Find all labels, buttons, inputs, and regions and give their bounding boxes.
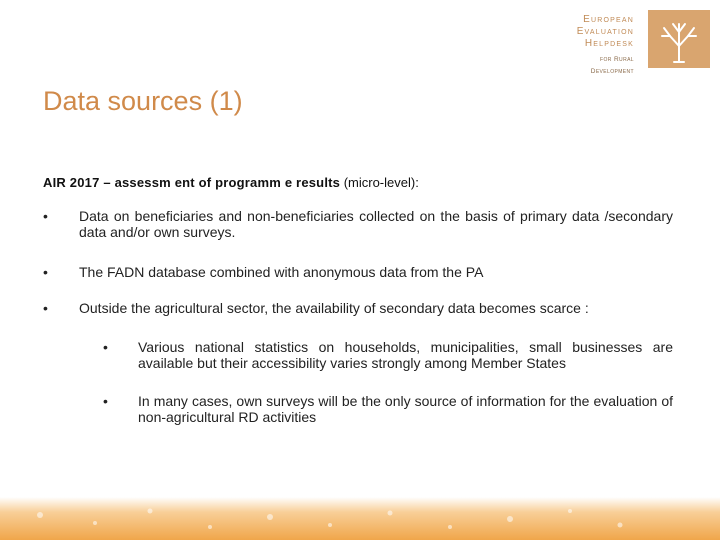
sub-bullet-marker: • <box>103 393 108 409</box>
heading-normal: (micro-level): <box>340 175 419 190</box>
logo-text <box>560 14 634 78</box>
bullet-item <box>43 300 673 316</box>
logo-line-4: for Rural Development <box>590 56 634 75</box>
sub-bullet-text: Various national statistics on households, municipalities, small businesses are available but their accessibility varies strongly among Member States <box>138 339 673 371</box>
heading-bold: AIR 2017 – assessm ent of programm e results <box>43 175 341 190</box>
sub-bullet-item <box>103 339 673 371</box>
sub-bullet-text: In many cases, own surveys will be the only source of information for the evaluation of non-agricultural RD activities <box>138 393 673 425</box>
tree-icon <box>648 10 710 68</box>
sub-bullet-item <box>103 393 673 425</box>
bullet-item <box>43 264 673 280</box>
footer-band <box>0 497 720 540</box>
logo-line-3: Helpdesk <box>584 38 634 49</box>
slide-title: Data sources (1) <box>43 86 243 116</box>
page-number: 47 <box>665 480 678 492</box>
logo-line-2: Evaluation <box>576 26 634 37</box>
bullet-marker: • <box>43 264 48 280</box>
section-heading <box>43 175 419 190</box>
bullet-text: Data on beneficiaries and non-beneficiaries collected on the basis of primary data /secondary data and/or own surveys. <box>79 208 673 240</box>
bullet-item <box>43 208 673 240</box>
sub-bullet-marker: • <box>103 339 108 355</box>
bullet-text: Outside the agricultural sector, the availability of secondary data becomes scarce : <box>79 300 589 316</box>
bullet-marker: • <box>43 208 48 224</box>
logo <box>560 10 710 75</box>
bullet-text: The FADN database combined with anonymous data from the PA <box>79 264 484 280</box>
bullet-marker: • <box>43 300 48 316</box>
logo-line-1: European <box>583 14 634 25</box>
